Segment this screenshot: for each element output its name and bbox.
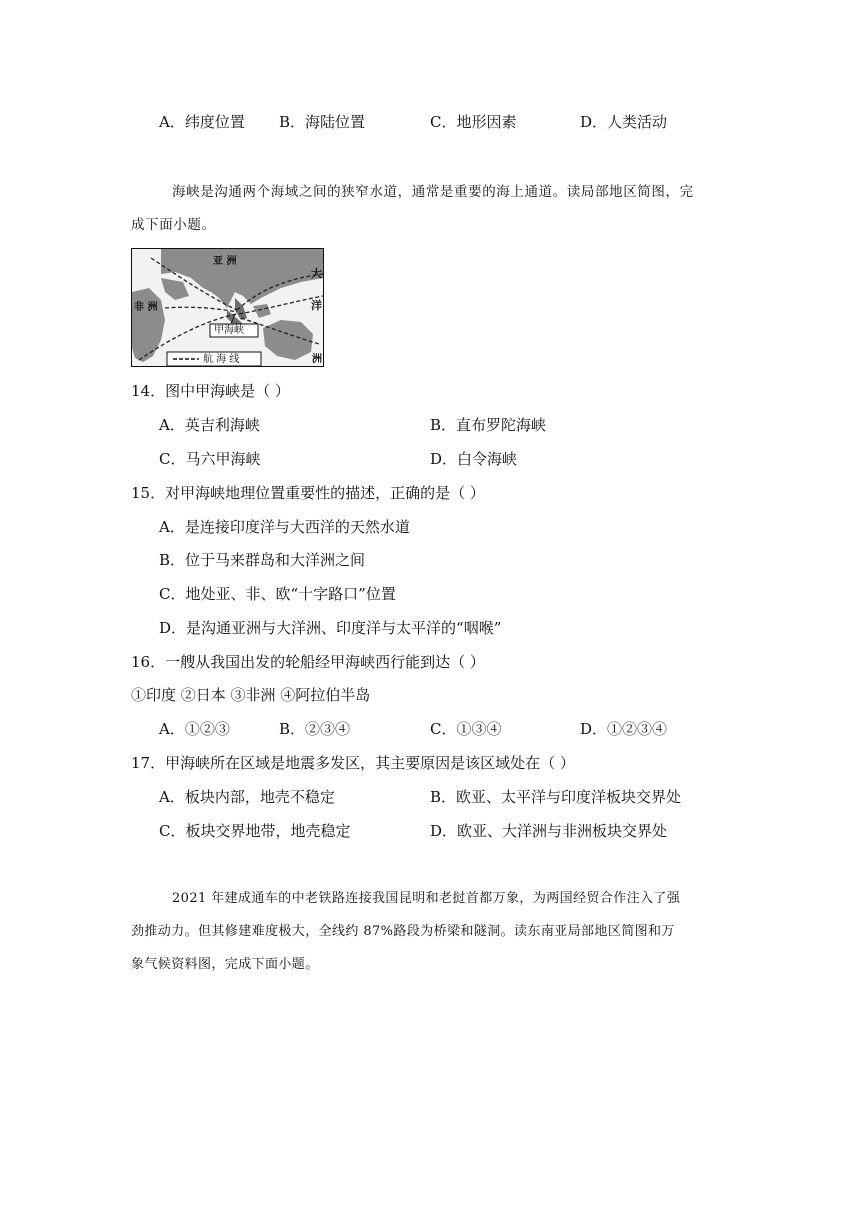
question-14-stem: 14．图中甲海峡是（ ） xyxy=(131,382,290,400)
prev-option-d: D．人类活动 xyxy=(580,113,668,131)
question-16-option-a: A．①②③ xyxy=(159,720,230,738)
prev-option-a: A．纬度位置 xyxy=(159,113,245,131)
question-17-option-b: B．欧亚、太平洋与印度洋板块交界处 xyxy=(430,788,682,806)
question-14-option-b: B．直布罗陀海峡 xyxy=(430,416,547,434)
question-15-option-a: A．是连接印度洋与大西洋的天然水道 xyxy=(159,518,410,536)
question-17-option-d: D．欧亚、大洋洲与非洲板块交界处 xyxy=(430,822,668,840)
map-label-ocean-1: 大 xyxy=(311,267,322,280)
question-17-stem: 17．甲海峡所在区域是地震多发区，其主要原因是该区域处在（ ） xyxy=(131,754,575,772)
intro-2-line-2: 劲推动力。但其修建难度极大，全线约 87%路段为桥梁和隧洞。读东南亚局部地区简图和万 xyxy=(131,924,675,939)
map-label-strait: 甲海峡 xyxy=(214,325,244,336)
intro-2-line-3: 象气候资料图，完成下面小题。 xyxy=(131,957,319,972)
map-label-africa: 非 洲 xyxy=(134,302,158,313)
question-16-option-b: B．②③④ xyxy=(279,720,351,738)
map-label-asia: 亚 洲 xyxy=(213,256,237,267)
intro-2-line-1: 2021 年建成通车的中老铁路连接我国昆明和老挝首都万象，为两国经贸合作注入了强 xyxy=(172,891,681,906)
question-14-option-c: C．马六甲海峡 xyxy=(159,450,261,468)
question-17-option-a: A．板块内部，地壳不稳定 xyxy=(159,788,335,806)
question-17-option-c: C．板块交界地带，地壳稳定 xyxy=(159,822,351,840)
question-16-choices: ①印度 ②日本 ③非洲 ④阿拉伯半岛 xyxy=(131,686,371,704)
intro-1-line-2: 成下面小题。 xyxy=(131,217,216,233)
intro-1-line-1: 海峡是沟通两个海域之间的狭窄水道，通常是重要的海上通道。读局部地区简图，完 xyxy=(172,184,694,200)
question-15-stem: 15．对甲海峡地理位置重要性的描述，正确的是（ ） xyxy=(131,484,485,502)
map-label-ocean-2: 洋 xyxy=(311,299,322,312)
map-legend-label: 航 海 线 xyxy=(203,354,240,365)
question-15-option-c: C．地处亚、非、欧“十字路口”位置 xyxy=(159,585,396,603)
question-15-option-d: D．是沟通亚洲与大洋洲、印度洋与太平洋的“咽喉” xyxy=(159,619,502,637)
question-16-option-d: D．①②③④ xyxy=(580,720,668,738)
question-14-option-a: A．英吉利海峡 xyxy=(159,416,260,434)
question-16-option-c: C．①③④ xyxy=(430,720,502,738)
map-label-ocean-3: 洲 xyxy=(312,354,322,365)
question-14-option-d: D．白令海峡 xyxy=(430,450,518,468)
question-16-stem: 16．一艘从我国出发的轮船经甲海峡西行能到达（ ） xyxy=(131,653,485,671)
strait-map xyxy=(131,248,324,367)
question-15-option-b: B．位于马来群岛和大洋洲之间 xyxy=(159,551,366,569)
prev-option-c: C．地形因素 xyxy=(430,113,517,131)
prev-option-b: B．海陆位置 xyxy=(279,113,366,131)
